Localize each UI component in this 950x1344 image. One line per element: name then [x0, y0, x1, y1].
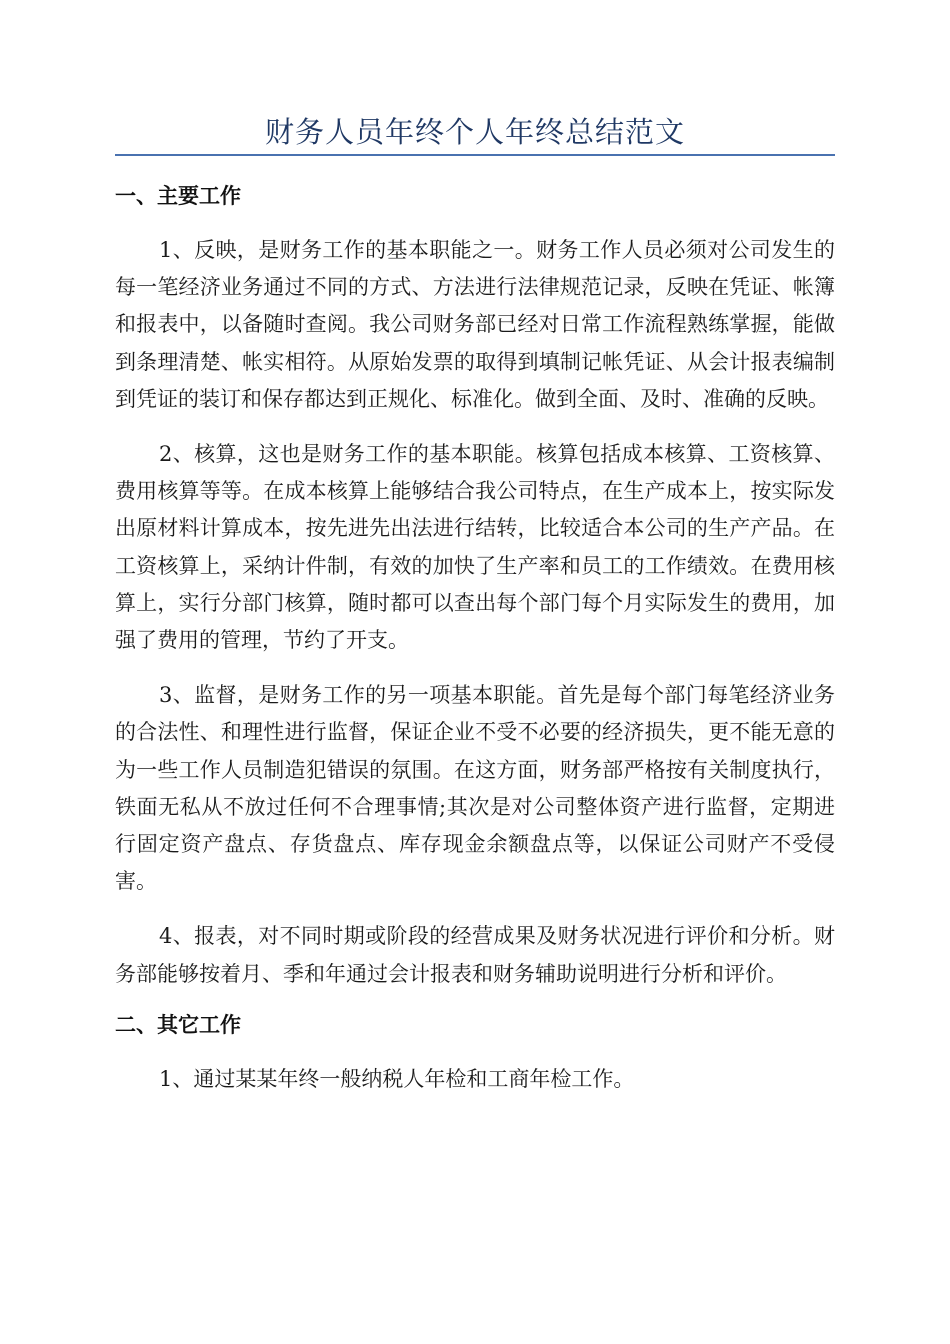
title-underline [115, 154, 835, 156]
paragraph-annual-inspection: 1、通过某某年终一般纳税人年检和工商年检工作。 [159, 1066, 635, 1091]
paragraph-reflect: 1、反映，是财务工作的基本职能之一。财务工作人员必须对公司发生的每一笔经济业务通过不同的方式、方法进行法律规范记录，反映在凭证、帐簿和报表中，以备随时查阅。我公司财务部已经对日常工作流程熟练掌握，能做到条理清楚、帐实相符。从原始发票的取得到填制记帐凭证、从会计报表编制到凭证的装订和保存都达到正规化、标准化。做到全面、及时、准确的反映。 [115, 238, 835, 411]
section-heading: 一、主要工作 [115, 183, 241, 208]
section-other-work [115, 1011, 835, 1098]
document-title: 财务人员年终个人年终总结范文 [264, 115, 685, 149]
paragraph-supervision: 3、监督，是财务工作的另一项基本职能。首先是每个部门每笔经济业务的合法性、和理性进行监督，保证企业不受不必要的经济损失，更不能无意的为一些工作人员制造犯错误的氛围。在这方面，财务部严格按有关制度执行，铁面无私从不放过任何不合理事情;其次是对公司整体资产进行监督，定期进行固定资产盘点、存货盘点、库存现金余额盘点等，以保证公司财产不受侵害。 [115, 683, 835, 894]
paragraph-accounting: 2、核算，这也是财务工作的基本职能。核算包括成本核算、工资核算、费用核算等等。在成本核算上能够结合我公司特点，在生产成本上，按实际发出原材料计算成本，按先进先出法进行结转，比较适合本公司的生产产品。在工资核算上，采纳计件制，有效的加快了生产率和员工的工作绩效。在费用核算上，实行分部门核算，随时都可以查出每个部门每个月实际发生的费用，加强了费用的管理，节约了开支。 [115, 442, 835, 653]
section-heading: 二、其它工作 [115, 1011, 241, 1037]
document-page [115, 112, 835, 1116]
section-main-work [115, 182, 835, 993]
paragraph-reports: 4、报表，对不同时期或阶段的经营成果及财务状况进行评价和分析。财务部能够按着月、季和年通过会计报表和财务辅助说明进行分析和评价。 [115, 924, 835, 986]
